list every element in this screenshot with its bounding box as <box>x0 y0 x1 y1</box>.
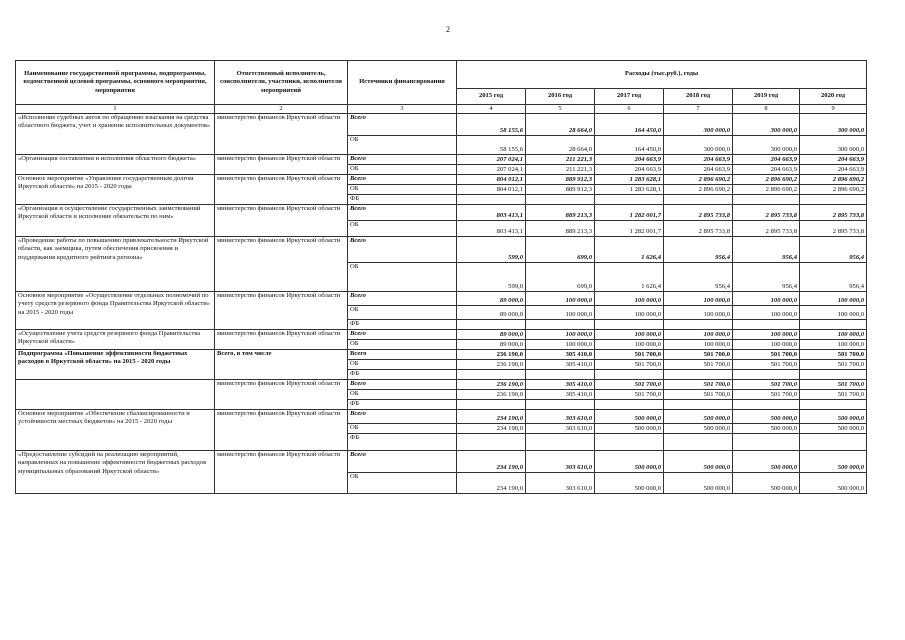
amount-cell: 956,4 <box>733 237 800 263</box>
expenses-table <box>15 60 867 494</box>
amount-cell: 100 000,0 <box>733 292 800 306</box>
funding-source: ОБ <box>348 185 457 195</box>
amount-cell <box>664 400 733 410</box>
funding-source: Всего <box>348 380 457 390</box>
amount-cell: 89 000,0 <box>457 292 526 306</box>
amount-cell <box>526 320 595 330</box>
amount-cell: 889 912,3 <box>526 175 595 185</box>
amount-cell <box>800 434 867 451</box>
amount-cell: 234 190,0 <box>457 473 526 494</box>
executor: министерство финансов Иркутской области <box>215 410 348 451</box>
amount-cell: 305 410,0 <box>526 360 595 370</box>
amount-cell: 500 000,0 <box>800 424 867 434</box>
funding-source: Всего <box>348 410 457 424</box>
amount-cell: 305 410,0 <box>526 380 595 390</box>
funding-source: ФБ <box>348 320 457 330</box>
funding-source: Всего <box>348 237 457 263</box>
amount-cell: 100 000,0 <box>733 306 800 320</box>
amount-cell: 207 024,1 <box>457 165 526 175</box>
amount-cell: 956,4 <box>664 237 733 263</box>
amount-cell: 234 190,0 <box>457 451 526 473</box>
amount-cell: 501 700,0 <box>733 380 800 390</box>
funding-source: ОБ <box>348 136 457 155</box>
amount-cell: 300 000,0 <box>664 136 733 155</box>
amount-cell: 501 700,0 <box>664 380 733 390</box>
amount-cell: 501 700,0 <box>800 380 867 390</box>
funding-source: ОБ <box>348 390 457 400</box>
amount-cell: 500 000,0 <box>800 451 867 473</box>
amount-cell: 100 000,0 <box>526 330 595 340</box>
amount-cell: 28 664,0 <box>526 136 595 155</box>
amount-cell: 699,0 <box>526 263 595 292</box>
amount-cell: 303 610,0 <box>526 410 595 424</box>
column-index: 9 <box>800 105 867 114</box>
funding-source: Всего <box>348 114 457 136</box>
amount-cell: 100 000,0 <box>800 306 867 320</box>
amount-cell: 956,4 <box>800 237 867 263</box>
amount-cell: 100 000,0 <box>595 292 664 306</box>
amount-cell: 956,4 <box>664 263 733 292</box>
table-row <box>16 292 867 306</box>
funding-source: ФБ <box>348 370 457 380</box>
amount-cell <box>800 400 867 410</box>
amount-cell: 500 000,0 <box>664 424 733 434</box>
activity-name: «Проведение работы по повышению привлекательности Иркутской области, как заемщика, путем обеспечения присвоения и поддержания кредитного рейтинга региона» <box>16 237 215 292</box>
amount-cell: 2 896 690,2 <box>664 185 733 195</box>
table-row <box>16 380 867 390</box>
table-row <box>16 175 867 185</box>
amount-cell: 58 155,6 <box>457 114 526 136</box>
amount-cell: 2 895 733,8 <box>800 221 867 237</box>
amount-cell: 100 000,0 <box>664 292 733 306</box>
funding-source: ОБ <box>348 473 457 494</box>
amount-cell: 500 000,0 <box>664 473 733 494</box>
amount-cell: 211 221,3 <box>526 165 595 175</box>
table-row <box>16 330 867 340</box>
amount-cell <box>664 370 733 380</box>
funding-source: ОБ <box>348 165 457 175</box>
executor: министерство финансов Иркутской области <box>215 292 348 330</box>
amount-cell: 100 000,0 <box>664 330 733 340</box>
amount-cell: 204 663,9 <box>800 165 867 175</box>
amount-cell <box>733 400 800 410</box>
executor: министерство финансов Иркутской области <box>215 237 348 292</box>
header-year: 2019 год <box>733 89 800 105</box>
amount-cell: 100 000,0 <box>526 340 595 350</box>
amount-cell <box>595 434 664 451</box>
amount-cell: 100 000,0 <box>664 306 733 320</box>
amount-cell: 501 700,0 <box>595 350 664 360</box>
amount-cell: 305 410,0 <box>526 350 595 360</box>
amount-cell: 501 700,0 <box>733 390 800 400</box>
funding-source: Всего <box>348 205 457 221</box>
executor: министерство финансов Иркутской области <box>215 451 348 494</box>
amount-cell: 236 190,0 <box>457 390 526 400</box>
activity-name: Основное мероприятие «Обеспечение сбалансированности и устойчивости местных бюджетов» на 2015 - 2020 годы <box>16 410 215 451</box>
funding-source: ОБ <box>348 360 457 370</box>
funding-source: ОБ <box>348 424 457 434</box>
amount-cell: 2 895 733,8 <box>733 221 800 237</box>
amount-cell <box>595 320 664 330</box>
amount-cell: 303 610,0 <box>526 473 595 494</box>
header-year: 2015 год <box>457 89 526 105</box>
amount-cell: 500 000,0 <box>595 473 664 494</box>
amount-cell: 100 000,0 <box>595 330 664 340</box>
amount-cell: 100 000,0 <box>733 330 800 340</box>
amount-cell: 100 000,0 <box>800 292 867 306</box>
amount-cell: 699,0 <box>526 237 595 263</box>
funding-source: ФБ <box>348 195 457 205</box>
funding-source: ОБ <box>348 340 457 350</box>
amount-cell: 89 000,0 <box>457 330 526 340</box>
amount-cell: 501 700,0 <box>664 390 733 400</box>
amount-cell: 501 700,0 <box>800 350 867 360</box>
amount-cell: 501 700,0 <box>733 350 800 360</box>
amount-cell <box>595 370 664 380</box>
amount-cell <box>457 195 526 205</box>
amount-cell: 300 000,0 <box>733 136 800 155</box>
amount-cell: 501 700,0 <box>733 360 800 370</box>
table-row <box>16 410 867 424</box>
activity-name: «Организация составления и исполнения областного бюджета» <box>16 155 215 175</box>
amount-cell: 2 895 733,8 <box>664 221 733 237</box>
funding-source: Всего <box>348 292 457 306</box>
amount-cell <box>800 195 867 205</box>
amount-cell: 501 700,0 <box>800 360 867 370</box>
table-row <box>16 237 867 263</box>
column-index: 3 <box>348 105 457 114</box>
funding-source: ФБ <box>348 434 457 451</box>
amount-cell: 100 000,0 <box>595 340 664 350</box>
activity-name: «Предоставление субсидий на реализацию мероприятий, направленных на повышение эффективности бюджетных расходов муниципальных образований Иркутской области» <box>16 451 215 494</box>
amount-cell <box>595 195 664 205</box>
amount-cell: 500 000,0 <box>733 473 800 494</box>
activity-name: Подпрограмма «Повышение эффективности бюджетных расходов в Иркутской области» на 2015 - 2020 годы <box>16 350 215 380</box>
amount-cell: 300 000,0 <box>800 136 867 155</box>
amount-cell: 500 000,0 <box>733 410 800 424</box>
amount-cell: 300 000,0 <box>800 114 867 136</box>
executor: Всего, в том числе <box>215 350 348 380</box>
amount-cell: 211 221,3 <box>526 155 595 165</box>
header-executor: Ответственный исполнитель, соисполнители, участники, исполнители мероприятий <box>215 61 348 105</box>
amount-cell: 100 000,0 <box>595 306 664 320</box>
amount-cell: 2 896 690,2 <box>733 175 800 185</box>
amount-cell: 1 626,4 <box>595 263 664 292</box>
amount-cell <box>526 370 595 380</box>
column-index: 1 <box>16 105 215 114</box>
column-index: 5 <box>526 105 595 114</box>
amount-cell: 501 700,0 <box>595 390 664 400</box>
amount-cell: 100 000,0 <box>733 340 800 350</box>
activity-name: «Осуществление учета средств резервного фонда Правительства Иркутской области» <box>16 330 215 350</box>
amount-cell: 300 000,0 <box>664 114 733 136</box>
amount-cell: 300 000,0 <box>733 114 800 136</box>
amount-cell: 501 700,0 <box>595 380 664 390</box>
amount-cell: 89 000,0 <box>457 306 526 320</box>
amount-cell <box>733 434 800 451</box>
header-funding-source: Источники финансирования <box>348 61 457 105</box>
header-expenses: Расходы (тыс.руб.), годы <box>457 61 867 89</box>
column-index: 8 <box>733 105 800 114</box>
table-row <box>16 451 867 473</box>
table-row <box>16 155 867 165</box>
executor: министерство финансов Иркутской области <box>215 175 348 205</box>
amount-cell: 305 410,0 <box>526 390 595 400</box>
amount-cell <box>733 320 800 330</box>
table-body <box>16 114 867 494</box>
executor: министерство финансов Иркутской области <box>215 205 348 237</box>
activity-name: «Исполнение судебных актов по обращению взыскания на средства областного бюджета, учет и хранение исполнительных документов» <box>16 114 215 155</box>
amount-cell <box>664 434 733 451</box>
amount-cell: 1 282 001,7 <box>595 221 664 237</box>
amount-cell: 234 190,0 <box>457 424 526 434</box>
amount-cell: 500 000,0 <box>595 410 664 424</box>
header-year: 2017 год <box>595 89 664 105</box>
amount-cell: 303 610,0 <box>526 451 595 473</box>
amount-cell: 599,0 <box>457 237 526 263</box>
amount-cell <box>595 400 664 410</box>
amount-cell: 100 000,0 <box>800 340 867 350</box>
amount-cell: 500 000,0 <box>733 451 800 473</box>
amount-cell: 500 000,0 <box>664 410 733 424</box>
amount-cell: 100 000,0 <box>800 330 867 340</box>
amount-cell <box>526 434 595 451</box>
amount-cell: 204 663,9 <box>595 155 664 165</box>
amount-cell <box>800 320 867 330</box>
amount-cell: 1 283 628,1 <box>595 175 664 185</box>
amount-cell: 803 413,1 <box>457 221 526 237</box>
amount-cell: 500 000,0 <box>800 473 867 494</box>
funding-source: Всего <box>348 350 457 360</box>
column-index: 7 <box>664 105 733 114</box>
executor: министерство финансов Иркутской области <box>215 380 348 410</box>
amount-cell <box>733 370 800 380</box>
amount-cell <box>457 400 526 410</box>
header-year: 2020 год <box>800 89 867 105</box>
amount-cell: 28 664,0 <box>526 114 595 136</box>
amount-cell: 1 626,4 <box>595 237 664 263</box>
amount-cell <box>664 320 733 330</box>
amount-cell: 204 663,9 <box>664 165 733 175</box>
amount-cell: 236 190,0 <box>457 360 526 370</box>
funding-source: ОБ <box>348 263 457 292</box>
amount-cell: 889 213,3 <box>526 205 595 221</box>
table-row <box>16 205 867 221</box>
table-row <box>16 350 867 360</box>
activity-name <box>16 380 215 410</box>
funding-source: Всего <box>348 451 457 473</box>
amount-cell <box>800 370 867 380</box>
column-index: 2 <box>215 105 348 114</box>
amount-cell: 234 190,0 <box>457 410 526 424</box>
funding-source: ФБ <box>348 400 457 410</box>
amount-cell: 204 663,9 <box>595 165 664 175</box>
header-year: 2018 год <box>664 89 733 105</box>
amount-cell: 100 000,0 <box>664 340 733 350</box>
amount-cell: 956,4 <box>733 263 800 292</box>
amount-cell <box>457 434 526 451</box>
amount-cell: 1 282 001,7 <box>595 205 664 221</box>
activity-name: Основное мероприятие «Управление государственным долгом Иркутской области» на 2015 - 2020 годы <box>16 175 215 205</box>
amount-cell <box>457 320 526 330</box>
amount-cell: 204 663,9 <box>733 155 800 165</box>
amount-cell: 1 283 628,1 <box>595 185 664 195</box>
funding-source: ОБ <box>348 306 457 320</box>
page-number: 2 <box>446 25 450 34</box>
amount-cell: 303 610,0 <box>526 424 595 434</box>
column-index: 6 <box>595 105 664 114</box>
header-year: 2016 год <box>526 89 595 105</box>
amount-cell: 207 024,1 <box>457 155 526 165</box>
amount-cell: 2 896 690,2 <box>733 185 800 195</box>
amount-cell <box>526 195 595 205</box>
amount-cell: 956,4 <box>800 263 867 292</box>
amount-cell: 500 000,0 <box>595 424 664 434</box>
amount-cell: 2 895 733,8 <box>664 205 733 221</box>
amount-cell <box>526 400 595 410</box>
amount-cell: 500 000,0 <box>664 451 733 473</box>
amount-cell: 599,0 <box>457 263 526 292</box>
amount-cell: 804 012,1 <box>457 175 526 185</box>
funding-source: Всего <box>348 155 457 165</box>
amount-cell: 204 663,9 <box>733 165 800 175</box>
amount-cell: 204 663,9 <box>800 155 867 165</box>
amount-cell: 2 895 733,8 <box>800 205 867 221</box>
funding-source: Всего <box>348 175 457 185</box>
amount-cell: 889 912,3 <box>526 185 595 195</box>
amount-cell: 2 896 690,2 <box>800 175 867 185</box>
amount-cell: 2 895 733,8 <box>733 205 800 221</box>
amount-cell: 804 012,1 <box>457 185 526 195</box>
amount-cell: 2 896 690,2 <box>800 185 867 195</box>
funding-source: ОБ <box>348 221 457 237</box>
amount-cell: 100 000,0 <box>526 292 595 306</box>
column-index: 4 <box>457 105 526 114</box>
header-program-name: Наименование государственной программы, подпрограммы, ведомственной целевой программы, основного мероприятия, мероприятия <box>16 61 215 105</box>
amount-cell: 89 000,0 <box>457 340 526 350</box>
amount-cell: 164 450,0 <box>595 114 664 136</box>
amount-cell: 501 700,0 <box>800 390 867 400</box>
amount-cell: 164 450,0 <box>595 136 664 155</box>
amount-cell: 889 213,3 <box>526 221 595 237</box>
table-row <box>16 114 867 136</box>
amount-cell: 501 700,0 <box>664 350 733 360</box>
executor: министерство финансов Иркутской области <box>215 155 348 175</box>
amount-cell: 803 413,1 <box>457 205 526 221</box>
amount-cell <box>664 195 733 205</box>
amount-cell <box>457 370 526 380</box>
amount-cell: 236 190,0 <box>457 350 526 360</box>
executor: министерство финансов Иркутской области <box>215 114 348 155</box>
activity-name: «Организация и осуществление государственных заимствований Иркутской области и исполнение обязательств по ним» <box>16 205 215 237</box>
amount-cell: 500 000,0 <box>733 424 800 434</box>
executor: министерство финансов Иркутской области <box>215 330 348 350</box>
amount-cell <box>733 195 800 205</box>
funding-source: Всего <box>348 330 457 340</box>
amount-cell: 204 663,9 <box>664 155 733 165</box>
amount-cell: 500 000,0 <box>595 451 664 473</box>
amount-cell: 500 000,0 <box>800 410 867 424</box>
amount-cell: 501 700,0 <box>595 360 664 370</box>
activity-name: Основное мероприятие «Осуществление отдельных полномочий по учету средств резервного фонда Правительства Иркутской области» на 2015 - 2020 годы <box>16 292 215 330</box>
amount-cell: 501 700,0 <box>664 360 733 370</box>
amount-cell: 100 000,0 <box>526 306 595 320</box>
amount-cell: 236 190,0 <box>457 380 526 390</box>
amount-cell: 2 896 690,2 <box>664 175 733 185</box>
amount-cell: 58 155,6 <box>457 136 526 155</box>
